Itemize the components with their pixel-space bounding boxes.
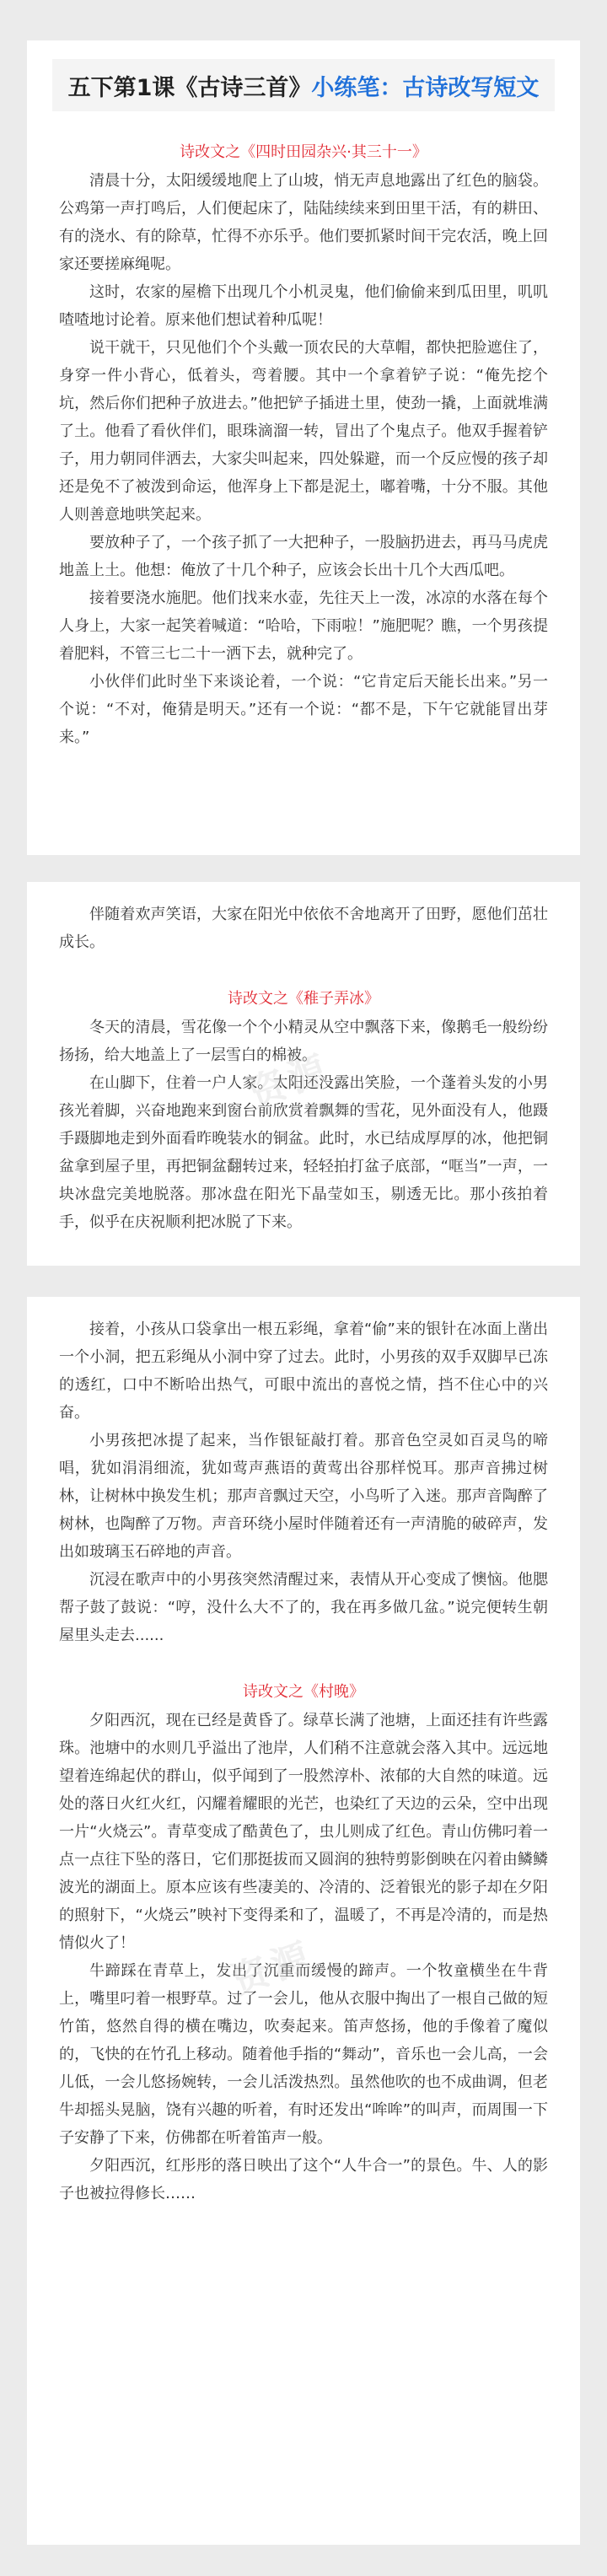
section-title: 诗改文之《四时田园杂兴·其三十一》 [180, 143, 427, 161]
paragraph: 这时，农家的屋檐下出现几个小机灵鬼，他们偷偷来到瓜田里，叽叽喳喳地讨论着。原来他们想试着种瓜呢！ [59, 283, 548, 329]
page-card-2 [27, 882, 580, 1266]
paragraph: 夕阳西沉，现在已经是黄昏了。绿草长满了池塘，上面还挂有许些露珠。池塘中的水则几乎溢出了池岸，人们稍不注意就会落入其中。远远地望着连绵起伏的群山，似乎闻到了一股然淳朴、浓郁的大自然的味道。远处的落日火红火红，闪耀着耀眼的光芒，也染红了天边的云朵，空中出现一片“火烧云”。青草变成了酷黄色了，虫儿则成了红色。青山仿佛叼着一点一点往下坠的落日，它们那挺拔而又圆润的独特剪影倒映在闪着由鳞鳞波光的湖面上。原本应该有些凄美的、冷清的、泛着银光的影子却在夕阳的照射下，“火烧云”映衬下变得柔和了，温暖了，不再是冷清的，而是热情似火了！ [59, 1712, 548, 1952]
page-card-1 [27, 40, 580, 855]
paragraph: 说干就干，只见他们个个头戴一顶农民的大草帽，都快把脸遮住了，身穿一件小背心，低着头，弯着腰。其中一个拿着铲子说：“俺先挖个坑，然后你们把种子放进去。”他把铲子插进土里，使劲一撬，上面就堆满了土。他看了看伙伴们，眼珠滴溜一转，冒出了个鬼点子。他双手握着铲子，用力朝同伴洒去，大家尖叫起来，四处躲避，而一个反应慢的孩子却还是免不了被泼到命运，他浑身上下都是泥土，嘟着嘴，十分不服。其他人则善意地哄笑起来。 [59, 339, 548, 524]
heading-topic: 小练笔：古诗改写短文 [311, 74, 540, 101]
paragraph: 小伙伴们此时坐下来谈论着，一个说：“它肯定后天能长出来。”另一个说：“不对，俺猜是明天。”还有一个说：“都不是，下午它就能冒出芽来。” [59, 673, 548, 746]
paragraph: 接着要浇水施肥。他们找来水壶，先往天上一泼，冰凉的水落在每个人身上，大家一起笑着喊道：“哈哈，下雨啦！”施肥呢？瞧，一个男孩提着肥料，不管三七二十一洒下去，就种完了。 [59, 589, 548, 663]
watermark: 资源 [225, 1933, 320, 2003]
section-title: 诗改文之《稚子弄冰》 [228, 990, 379, 1008]
section-1 [59, 135, 548, 751]
section-title: 诗改文之《村晚》 [243, 1683, 364, 1701]
paragraph: 接着，小孩从口袋拿出一根五彩绳，拿着“偷”来的银针在冰面上凿出一个小洞，把五彩绳从小洞中穿了过去。此时，小男孩的双手双脚早已冻的透红，口中不断哈出热气，可眼中流出的喜悦之情，挡不住心中的兴奋。 [59, 1320, 548, 1422]
watermark: 资源 [242, 1046, 337, 1116]
paragraph: 在山脚下，住着一户人家。太阳还没露出笑脸，一个蓬着头发的小男孩光着脚，兴奋地跑来到窗台前欣赏着飘舞的雪花，见外面没有人，他蹑手蹑脚地走到外面看昨晚装水的铜盆。此时，水已结成厚厚的冰，他把铜盆拿到屋子里，再把铜盆翻转过来，轻轻拍打盆子底部，“哐当”一声，一块冰盘完美地脱落。那冰盘在阳光下晶莹如玉，剔透无比。那小孩拍着手，似乎在庆祝顺利把冰脱了下来。 [59, 1074, 548, 1231]
paragraph: 冬天的清晨，雪花像一个个小精灵从空中飘落下来，像鹅毛一般纷纷扬扬，给大地盖上了一层雪白的棉被。 [59, 1019, 548, 1064]
page-card-3 [27, 1297, 580, 2545]
paragraph: 要放种子了，一个孩子抓了一大把种子，一股脑扔进去，再马马虎虎地盖上土。他想：俺放了十几个种子，应该会长出十几个大西瓜吧。 [59, 534, 548, 579]
paragraph: 清晨十分，太阳缓缓地爬上了山坡，悄无声息地露出了红色的脑袋。公鸡第一声打鸣后，人们便起床了，陆陆续续来到田里干活，有的耕田、有的浇水、有的除草，忙得不亦乐乎。他们要抓紧时间干完农活，晚上回家还要搓麻绳呢。 [59, 172, 548, 273]
paragraph: 小男孩把冰提了起来，当作银钲敲打着。那音色空灵如百灵鸟的啼唱，犹如涓涓细流，犹如莺声燕语的黄莺出谷那样悦耳。那声音拂过树林，让树林中换发生机；那声音飘过天空，小鸟听了入迷。那声音陶醉了树林，也陶醉了万物。声音环绕小屋时伴随着还有一声清脆的破碎声，发出如玻璃玉石碎地的声音。 [59, 1432, 548, 1561]
heading-lesson: 五下第1课《古诗三首》 [67, 74, 312, 101]
paragraph: 伴随着欢声笑语，大家在阳光中依依不舍地离开了田野，愿他们茁壮成长。 [59, 906, 548, 951]
page-heading [52, 59, 555, 111]
paragraph: 牛蹄踩在青草上，发出了沉重而缓慢的蹄声。一个牧童横坐在牛背上，嘴里叼着一根野草。过了一会儿，他从衣服中掏出了一根自己做的短竹笛，悠然自得的横在嘴边，吹奏起来。笛声悠扬，他的手像着了魔似的，飞快的在竹孔上移动。随着他手指的“舞动”，音乐也一会儿高，一会儿低，一会儿悠扬婉转，一会儿活泼热烈。虽然他吹的也不成曲调，但老牛却摇头晃脑，饶有兴趣的听着，有时还发出“哞哞”的叫声，而周围一下子安静了下来，仿佛都在听着笛声一般。 [59, 1962, 548, 2147]
paragraph: 沉浸在歌声中的小男孩突然清醒过来，表情从开心变成了懊恼。他腮帮子鼓了鼓说：“哼，没什么大不了的，我在再多做几盆。”说完便转生朝屋里头走去...... [59, 1571, 548, 1644]
paragraph: 夕阳西沉，红彤彤的落日映出了这个“人牛合一”的景色。牛、人的影子也被拉得修长…… [59, 2157, 548, 2202]
